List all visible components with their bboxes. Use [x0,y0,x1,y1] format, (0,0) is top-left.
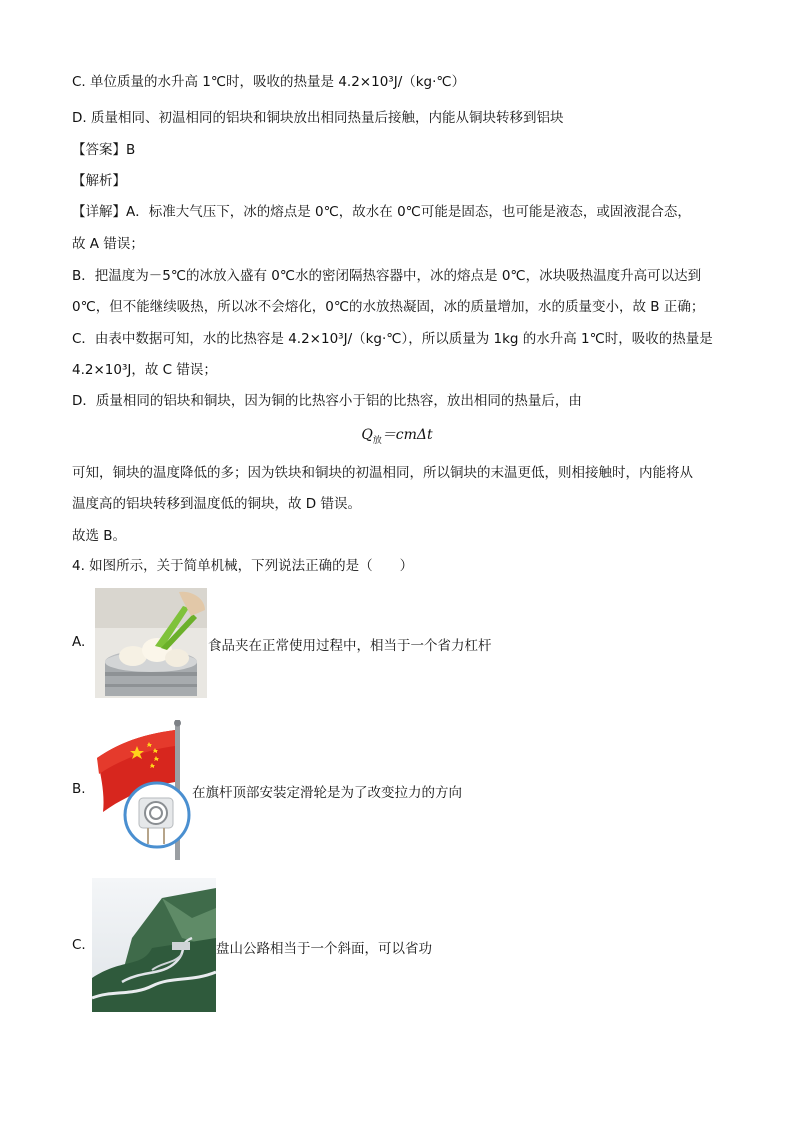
detail-line-5: C．由表中数据可知，水的比热容是 4.2×10³J/（kg·℃），所以质量为 1kg 的水升高 1℃时，吸收的热量是 [72,331,713,347]
detail-line-7: D．质量相同的铝块和铜块，因为铜的比热容小于铝的比热容，放出相同的热量后，由 [72,393,582,409]
formula-q: Q [361,427,373,443]
detail-line-4: 0℃，但不能继续吸热，所以冰不会熔化，0℃的水放热凝固，冰的质量增加，水的质量变小，故 B 正确； [72,299,705,315]
conclusion-line: 故选 B。 [72,528,127,544]
c-option-line: C. 单位质量的水升高 1℃时，吸收的热量是 4.2×10³J/（kg·℃） [72,74,466,90]
option-c-letter: C. [72,937,86,953]
formula-subscript: 放 [372,435,382,446]
food-tongs-steamer-photo [95,588,207,698]
answer-label: 【答案】B [72,142,136,158]
option-a-letter: A. [72,634,86,650]
option-b-letter: B. [72,781,86,797]
heat-formula [0,424,794,446]
d-option-line: D. 质量相同、初温相同的铝块和铜块放出相同热量后接触，内能从铜块转移到铝块 [72,110,564,126]
detail-line-2: 故 A 错误； [72,236,144,252]
detail-line-9: 温度高的铝块转移到温度低的铜块，故 D 错误。 [72,496,361,512]
detail-line-1: 【详解】A．标准大气压下，冰的熔点是 0℃，故水在 0℃可能是固态，也可能是液态，或固液混合态， [72,204,691,220]
detail-line-3: B．把温度为－5℃的冰放入盛有 0℃水的密闭隔热容器中，冰的熔点是 0℃，冰块吸热温度升高可以达到 [72,268,702,284]
question-4: 4. 如图所示，关于简单机械，下列说法正确的是（ ） [72,558,414,574]
option-b-text: 在旗杆顶部安装定滑轮是为了改变拉力的方向 [192,785,462,801]
option-c-text: 盘山公路相当于一个斜面，可以省功 [216,941,432,957]
analysis-label: 【解析】 [72,173,126,189]
detail-line-6: 4.2×10³J，故 C 错误； [72,362,217,378]
detail-line-8: 可知，铜块的温度降低的多；因为铁块和铜块的初温相同，所以铜块的末温更低，则相接触时，内能将从 [72,465,693,481]
flagpole-pulley-photo [95,720,195,860]
formula-rest: ＝cmΔt [381,427,433,443]
mountain-road-photo [92,878,216,1012]
option-a-text: 食品夹在正常使用过程中，相当于一个省力杠杆 [208,638,492,654]
